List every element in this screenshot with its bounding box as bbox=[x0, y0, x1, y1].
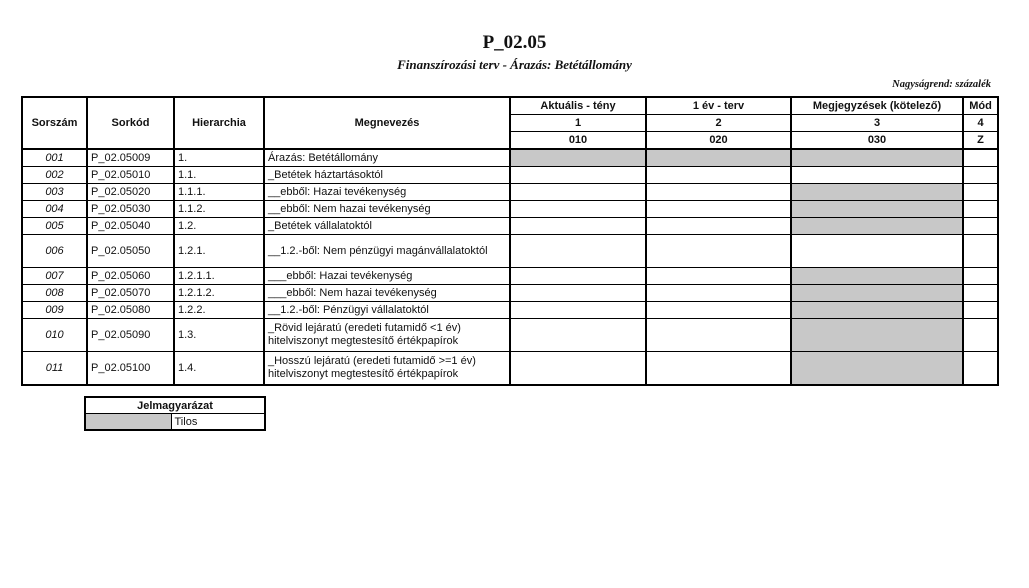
row-sorkod: P_02.05070 bbox=[87, 285, 174, 302]
cell-tilos bbox=[791, 302, 963, 319]
cell-mod[interactable] bbox=[963, 302, 998, 319]
legend-table bbox=[84, 396, 266, 431]
row-megnevezes: Árazás: Betétállomány bbox=[264, 149, 510, 167]
cell-input[interactable] bbox=[646, 268, 791, 285]
row-sorkod: P_02.05020 bbox=[87, 184, 174, 201]
cell-input[interactable] bbox=[791, 167, 963, 184]
cell-input[interactable] bbox=[646, 235, 791, 268]
header-col-label: Mód bbox=[963, 97, 998, 115]
row-hierarchia: 1.3. bbox=[174, 319, 264, 352]
row-hierarchia: 1.2. bbox=[174, 218, 264, 235]
row-megnevezes: _Rövid lejáratú (eredeti futamidő <1 év) hitelviszonyt megtestesítő értékpapírok bbox=[264, 319, 510, 352]
header-col-num: 3 bbox=[791, 115, 963, 132]
table-row bbox=[22, 352, 998, 386]
row-megnevezes: __ebből: Nem hazai tevékenység bbox=[264, 201, 510, 218]
table-row bbox=[22, 285, 998, 302]
cell-input[interactable] bbox=[510, 235, 646, 268]
table-row bbox=[22, 149, 998, 167]
cell-input[interactable] bbox=[646, 184, 791, 201]
row-sorszam: 006 bbox=[22, 235, 87, 268]
row-hierarchia: 1.2.1.2. bbox=[174, 285, 264, 302]
header-megnevezes: Megnevezés bbox=[264, 97, 510, 149]
cell-input[interactable] bbox=[510, 201, 646, 218]
cell-mod[interactable] bbox=[963, 167, 998, 184]
header-col-code: 020 bbox=[646, 132, 791, 150]
header-col-num: 1 bbox=[510, 115, 646, 132]
cell-tilos bbox=[791, 285, 963, 302]
row-sorszam: 001 bbox=[22, 149, 87, 167]
header-col-label: Megjegyzések (kötelező) bbox=[791, 97, 963, 115]
row-sorszam: 007 bbox=[22, 268, 87, 285]
cell-mod[interactable] bbox=[963, 201, 998, 218]
cell-tilos bbox=[791, 352, 963, 386]
cell-mod[interactable] bbox=[963, 352, 998, 386]
table-row bbox=[22, 319, 998, 352]
table-row bbox=[22, 167, 998, 184]
page-title: P_02.05 bbox=[482, 32, 547, 53]
header-col-label: 1 év - terv bbox=[646, 97, 791, 115]
legend-title: Jelmagyarázat bbox=[85, 397, 265, 414]
header-sorkod: Sorkód bbox=[87, 97, 174, 149]
cell-input[interactable] bbox=[510, 285, 646, 302]
row-sorszam: 005 bbox=[22, 218, 87, 235]
cell-mod[interactable] bbox=[963, 235, 998, 268]
cell-input[interactable] bbox=[646, 201, 791, 218]
page-subtitle: Finanszírozási terv - Árazás: Betétállomány bbox=[397, 57, 632, 72]
row-sorszam: 011 bbox=[22, 352, 87, 386]
row-sorkod: P_02.05060 bbox=[87, 268, 174, 285]
row-sorkod: P_02.05009 bbox=[87, 149, 174, 167]
cell-input[interactable] bbox=[646, 167, 791, 184]
row-hierarchia: 1.4. bbox=[174, 352, 264, 386]
header-col-num: 2 bbox=[646, 115, 791, 132]
row-sorkod: P_02.05030 bbox=[87, 201, 174, 218]
row-megnevezes: __1.2.-ből: Pénzügyi vállalatoktól bbox=[264, 302, 510, 319]
header-col-code: 030 bbox=[791, 132, 963, 150]
row-sorszam: 010 bbox=[22, 319, 87, 352]
cell-input[interactable] bbox=[510, 184, 646, 201]
row-megnevezes: ___ebből: Hazai tevékenység bbox=[264, 268, 510, 285]
cell-tilos bbox=[791, 218, 963, 235]
header-col-num: 4 bbox=[963, 115, 998, 132]
row-sorszam: 002 bbox=[22, 167, 87, 184]
cell-input[interactable] bbox=[510, 352, 646, 386]
table-row bbox=[22, 302, 998, 319]
cell-tilos bbox=[646, 149, 791, 167]
header-col-code: 010 bbox=[510, 132, 646, 150]
row-sorkod: P_02.05010 bbox=[87, 167, 174, 184]
row-sorkod: P_02.05040 bbox=[87, 218, 174, 235]
cell-input[interactable] bbox=[510, 167, 646, 184]
row-sorkod: P_02.05080 bbox=[87, 302, 174, 319]
table-row bbox=[22, 218, 998, 235]
cell-tilos bbox=[791, 149, 963, 167]
table-row bbox=[22, 268, 998, 285]
cell-input[interactable] bbox=[646, 319, 791, 352]
legend-swatch-tilos bbox=[85, 414, 171, 431]
table-row bbox=[22, 184, 998, 201]
cell-input[interactable] bbox=[646, 218, 791, 235]
legend-label-tilos: Tilos bbox=[171, 414, 265, 431]
cell-input[interactable] bbox=[510, 302, 646, 319]
data-table bbox=[21, 96, 999, 386]
row-sorszam: 008 bbox=[22, 285, 87, 302]
cell-tilos bbox=[510, 149, 646, 167]
row-megnevezes: _Hosszú lejáratú (eredeti futamidő >=1 év) hitelviszonyt megtestesítő értékpapírok bbox=[264, 352, 510, 386]
cell-mod[interactable] bbox=[963, 218, 998, 235]
cell-mod[interactable] bbox=[963, 184, 998, 201]
header-hierarchia: Hierarchia bbox=[174, 97, 264, 149]
row-sorszam: 003 bbox=[22, 184, 87, 201]
row-sorszam: 009 bbox=[22, 302, 87, 319]
row-hierarchia: 1. bbox=[174, 149, 264, 167]
unit-label: Nagyságrend: százalék bbox=[892, 79, 991, 90]
table-row bbox=[22, 235, 998, 268]
cell-mod[interactable] bbox=[963, 319, 998, 352]
cell-mod[interactable] bbox=[963, 268, 998, 285]
row-megnevezes: __1.2.-ből: Nem pénzügyi magánvállalatoktól bbox=[264, 235, 510, 268]
row-hierarchia: 1.1. bbox=[174, 167, 264, 184]
row-hierarchia: 1.2.1. bbox=[174, 235, 264, 268]
cell-input[interactable] bbox=[510, 218, 646, 235]
row-sorkod: P_02.05100 bbox=[87, 352, 174, 386]
cell-input[interactable] bbox=[646, 285, 791, 302]
row-megnevezes: ___ebből: Nem hazai tevékenység bbox=[264, 285, 510, 302]
cell-input[interactable] bbox=[791, 235, 963, 268]
cell-mod[interactable] bbox=[963, 285, 998, 302]
header-col-code: Z bbox=[963, 132, 998, 150]
cell-input[interactable] bbox=[510, 319, 646, 352]
row-sorszam: 004 bbox=[22, 201, 87, 218]
cell-input[interactable] bbox=[646, 352, 791, 386]
cell-tilos bbox=[791, 184, 963, 201]
row-hierarchia: 1.2.1.1. bbox=[174, 268, 264, 285]
row-hierarchia: 1.1.1. bbox=[174, 184, 264, 201]
cell-input[interactable] bbox=[646, 302, 791, 319]
row-sorkod: P_02.05050 bbox=[87, 235, 174, 268]
row-megnevezes: _Betétek vállalatoktól bbox=[264, 218, 510, 235]
row-megnevezes: _Betétek háztartásoktól bbox=[264, 167, 510, 184]
header-col-label: Aktuális - tény bbox=[510, 97, 646, 115]
row-hierarchia: 1.1.2. bbox=[174, 201, 264, 218]
cell-input[interactable] bbox=[510, 268, 646, 285]
row-megnevezes: __ebből: Hazai tevékenység bbox=[264, 184, 510, 201]
cell-mod[interactable] bbox=[963, 149, 998, 167]
header-sorszam: Sorszám bbox=[22, 97, 87, 149]
row-sorkod: P_02.05090 bbox=[87, 319, 174, 352]
cell-tilos bbox=[791, 319, 963, 352]
row-hierarchia: 1.2.2. bbox=[174, 302, 264, 319]
cell-tilos bbox=[791, 201, 963, 218]
cell-tilos bbox=[791, 268, 963, 285]
table-row bbox=[22, 201, 998, 218]
